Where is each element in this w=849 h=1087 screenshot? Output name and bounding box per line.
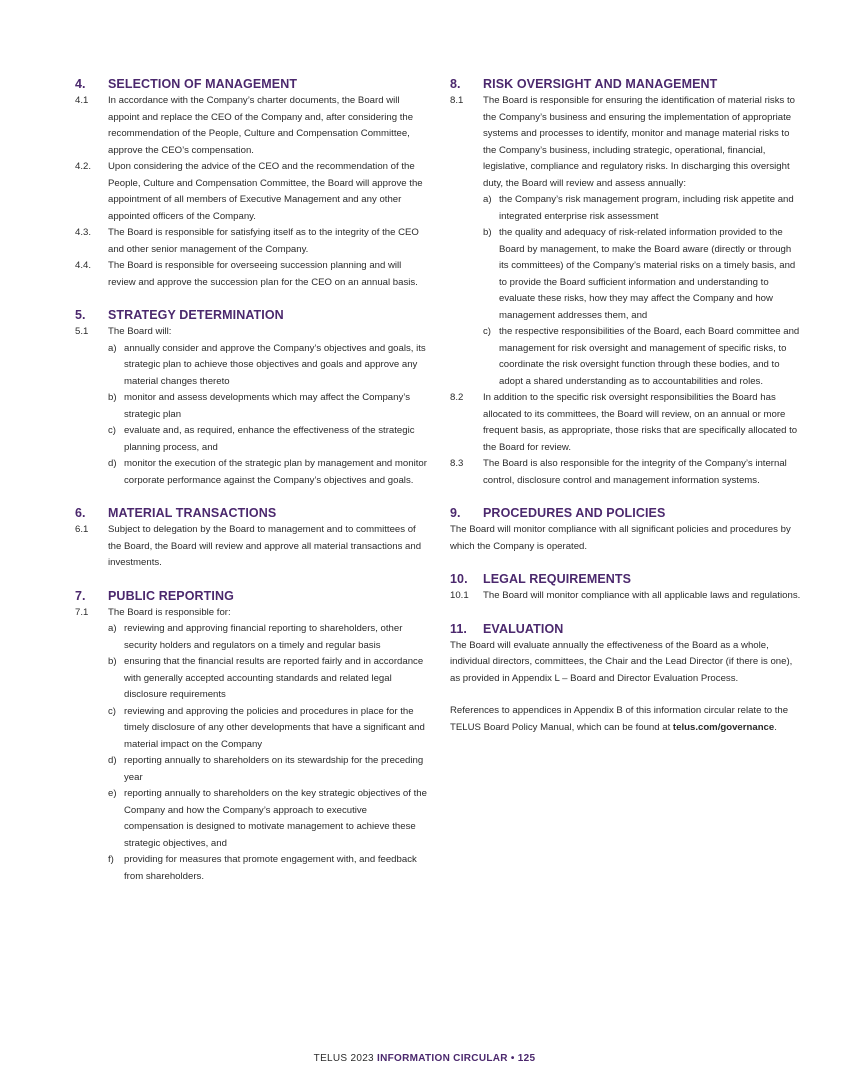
section-text: The Board will monitor compliance with all significant policies and procedures by which the Company is operated. <box>450 524 791 552</box>
clause-text: The Board will: <box>108 326 172 337</box>
clause-text: The Board is also responsible for the integrity of the Company’s internal control, disclosure control and management information systems. <box>483 458 787 486</box>
references-note <box>450 703 802 736</box>
clause <box>450 456 802 489</box>
list-item-label: d) <box>108 458 117 469</box>
section-title: EVALUATION <box>483 621 564 636</box>
section-heading <box>450 571 802 588</box>
clause-number: 4.3. <box>75 227 92 238</box>
clause-text: Upon considering the advice of the CEO and the recommendation of the People, Culture and Compensation Committee, the Board will approve the appointment of all members of Executive Management and any other appointed officers of the Company. <box>108 161 423 222</box>
clause-text: Subject to delegation by the Board to management and to committees of the Board, the Board will review and approve all material transactions and investments. <box>108 524 422 568</box>
section-heading <box>75 76 427 93</box>
clause-text: The Board will monitor compliance with all applicable laws and regulations. <box>483 590 801 601</box>
clause <box>75 605 427 622</box>
list-item <box>75 786 427 852</box>
clause <box>450 93 802 192</box>
list-item-label: f) <box>108 854 114 865</box>
left-column <box>75 76 427 901</box>
section-title: PUBLIC REPORTING <box>108 588 234 603</box>
list-item-text: reporting annually to shareholders on its stewardship for the preceding year <box>124 755 424 783</box>
clause <box>450 390 802 456</box>
section-text: The Board will evaluate annually the effectiveness of the Board as a whole, individual directors, committees, the Chair and the Lead Director (if there is one), as provided in Appendix L – Board and Director Evaluation Process. <box>450 639 793 684</box>
clause-number: 8.2 <box>450 392 464 403</box>
governance-link[interactable]: telus.com/governance <box>672 721 775 733</box>
clause-text: The Board is responsible for satisfying itself as to the integrity of the CEO and other senior management of the Company. <box>108 227 419 255</box>
clause-number: 7.1 <box>75 606 89 618</box>
section-number: 8. <box>450 77 461 91</box>
list-item-label: b) <box>108 656 117 667</box>
list-item-label: d) <box>108 755 117 766</box>
clause-number: 10.1 <box>450 590 469 601</box>
list-item-text: providing for measures that promote engagement with, and feedback from shareholders. <box>124 854 417 882</box>
list-item-text: the Company’s risk management program, including risk appetite and integrated enterprise risk assessment <box>499 194 794 222</box>
clause-number: 5.1 <box>75 326 89 337</box>
section-title: SELECTION OF MANAGEMENT <box>108 77 298 91</box>
list-item <box>75 423 427 456</box>
clause <box>75 225 427 258</box>
list-item-text: monitor and assess developments which may affect the Company’s strategic plan <box>124 392 411 420</box>
section-risk-oversight <box>450 76 802 489</box>
list-item-label: c) <box>108 425 116 436</box>
list-item-label: a) <box>108 623 117 634</box>
list-item-text: reviewing and approving the policies and procedures in place for the timely disclosure of any other developments that have a significant and material impact on the Company <box>124 705 425 750</box>
section-title: PROCEDURES AND POLICIES <box>483 506 666 520</box>
section-heading <box>75 588 427 605</box>
list-item-text: reporting annually to shareholders on the key strategic objectives of the Company and how the Company’s approach to executive compensation is designed to motivate management to achieve these strategic objectives, and <box>124 788 427 849</box>
right-column <box>450 76 802 752</box>
section-heading <box>75 505 427 522</box>
section-number: 7. <box>75 588 86 603</box>
section-public-reporting <box>75 588 427 886</box>
section-number: 4. <box>75 77 86 91</box>
clause <box>75 93 427 159</box>
page-footer <box>0 1051 849 1068</box>
list-item <box>450 324 802 390</box>
list-item-label: c) <box>483 326 491 337</box>
list-item <box>75 852 427 885</box>
clause-text: In addition to the specific risk oversight responsibilities the Board has allocated to its committees, the Board will review, on an annual or more frequent basis, as appropriate, those risks that are specifically allocated to the Board for review. <box>483 392 798 453</box>
list-item <box>450 225 802 324</box>
clause <box>75 159 427 225</box>
section-title: LEGAL REQUIREMENTS <box>483 572 632 586</box>
list-item-text: evaluate and, as required, enhance the effectiveness of the strategic planning process, and <box>124 425 415 453</box>
list-item-label: c) <box>108 705 116 717</box>
section-procedures-and-policies <box>450 505 802 555</box>
section-material-transactions <box>75 505 427 572</box>
clause-text: The Board is responsible for overseeing succession planning and will review and approve the succession plan for the CEO on an annual basis. <box>108 260 418 288</box>
list-item <box>75 704 427 754</box>
clause-number: 8.1 <box>450 95 464 106</box>
list-item-text: reviewing and approving financial reporting to shareholders, other security holders and regulators on a timely and regular basis <box>124 623 403 651</box>
list-item-text: the quality and adequacy of risk-related information provided to the Board by management, to make the Board aware (directly or through its committees) of the Company’s material risks on a timely basis, and to provide the Board sufficient information and understanding to evaluate these risks, how they may affect the Company and how management addresses them, and <box>499 227 796 321</box>
clause <box>75 522 427 572</box>
clause <box>450 588 802 605</box>
clause-text: In accordance with the Company’s charter documents, the Board will appoint and replace the CEO of the Company and, after considering the recommendation of the People, Culture and Compensation Committee, approve the CEO’s compensation. <box>108 95 414 156</box>
section-selection-of-management <box>75 76 427 291</box>
clause <box>75 258 427 291</box>
list-item-label: a) <box>483 194 492 205</box>
section-number: 6. <box>75 506 86 520</box>
clause-number: 4.1 <box>75 95 89 106</box>
clause-text: The Board is responsible for ensuring the identification of material risks to the Company’s business and ensuring the implementation of appropriate systems and processes to identify, monitor and manage material risks to the Company’s business, including strategic, operational, financial, legislative, compliance and regulatory risks. In discharging this oversight duty, the Board will review and assess annually: <box>483 95 795 189</box>
section-evaluation <box>450 621 802 737</box>
section-title: STRATEGY DETERMINATION <box>108 308 284 322</box>
section-title: MATERIAL TRANSACTIONS <box>108 506 277 520</box>
list-item-text: ensuring that the financial results are reported fairly and in accordance with generally accepted accounting standards and related legal disclosure requirements <box>124 656 424 700</box>
section-number: 9. <box>450 506 461 520</box>
section-number: 5. <box>75 308 86 322</box>
section-title: RISK OVERSIGHT AND MANAGEMENT <box>483 77 718 91</box>
list-item-label: e) <box>108 788 117 799</box>
list-item-text: monitor the execution of the strategic plan by management and monitor corporate performance against the Company’s objectives and goals. <box>124 458 427 486</box>
section-heading <box>75 307 427 324</box>
list-item <box>75 753 427 786</box>
list-item <box>75 390 427 423</box>
list-item <box>450 192 802 225</box>
list-item <box>75 456 427 489</box>
section-heading <box>450 505 802 522</box>
list-item-text: annually consider and approve the Company’s objectives and goals, its strategic plan to achieve those objectives and goals and approve any material changes thereto <box>124 342 426 387</box>
clause-number: 8.3 <box>450 458 464 469</box>
section-heading <box>450 76 802 93</box>
clause-number: 6.1 <box>75 524 89 535</box>
section-strategy-determination <box>75 307 427 489</box>
clause-text: The Board is responsible for: <box>108 606 231 618</box>
clause-number: 4.2. <box>75 161 92 172</box>
list-item-label: a) <box>108 342 117 354</box>
references-note-text: References to appendices in Appendix B of this information circular relate to the TELUS Board Policy Manual, which can be found at <box>450 705 789 733</box>
list-item-text: the respective responsibilities of the Board, each Board committee and management for risk oversight and management of specific risks, to coordinate the risk oversight function through these bodies, and to adopt a shared understanding as to accountabilities and roles. <box>499 326 800 387</box>
list-item <box>75 621 427 654</box>
section-legal-requirements <box>450 571 802 605</box>
list-item <box>75 341 427 391</box>
list-item-label: b) <box>483 227 492 238</box>
section-number: 10. <box>450 572 468 586</box>
list-item-label: b) <box>108 392 117 403</box>
clause <box>75 324 427 341</box>
section-heading <box>450 621 802 638</box>
section-number: 11. <box>450 621 467 636</box>
list-item <box>75 654 427 704</box>
references-note-end: . <box>774 721 777 733</box>
clause-number: 4.4. <box>75 260 92 271</box>
footer-prefix: TELUS 2023 <box>313 1053 377 1064</box>
footer-title: INFORMATION CIRCULAR • 125 <box>377 1053 536 1064</box>
